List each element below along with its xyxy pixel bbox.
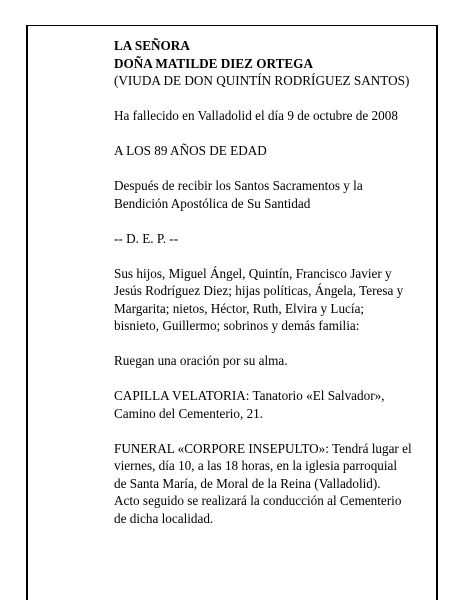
rip-text: -- D. E. P. -- (114, 230, 179, 246)
funeral-line: Acto seguido se realizará la conducción al Cementerio (114, 493, 402, 508)
family-paragraph (114, 265, 434, 335)
title-honorific: LA SEÑORA (114, 38, 190, 53)
frame-top-border (26, 25, 438, 26)
family-line: bisnieto, Guillermo; sobrinos y demás familia: (114, 318, 360, 333)
family-line: Sus hijos, Miguel Ángel, Quintín, Francisco Javier y (114, 265, 392, 281)
prayer-paragraph (114, 352, 434, 370)
frame-right-border (436, 25, 438, 600)
chapel-line: Camino del Cementerio, 21. (114, 405, 264, 421)
chapel-paragraph (114, 387, 434, 422)
sacraments-line: Bendición Apostólica de Su Santidad (114, 195, 311, 211)
notice-header (114, 37, 434, 90)
chapel-line: CAPILLA VELATORIA: Tanatorio «El Salvador», (114, 388, 385, 403)
sacraments-paragraph (114, 177, 434, 212)
funeral-line: viernes, día 10, a las 18 horas, en la iglesia parroquial (114, 458, 398, 473)
death-statement: Ha fallecido en Valladolid el día 9 de octubre de 2008 (114, 108, 398, 123)
funeral-line: de dicha localidad. (114, 510, 214, 526)
prayer-request: Ruegan una oración por su alma. (114, 353, 288, 368)
rip-paragraph (114, 230, 434, 248)
death-paragraph (114, 107, 434, 125)
sacraments-line: Después de recibir los Santos Sacramentos y la (114, 178, 363, 193)
family-line: Margarita; nietos, Héctor, Ruth, Elvira y Lucía; (114, 300, 365, 316)
age-paragraph (114, 142, 434, 160)
frame-left-border (26, 25, 28, 600)
age-statement: A LOS 89 AÑOS DE EDAD (114, 143, 267, 158)
widow-of-line: (VIUDA DE DON QUINTÍN RODRÍGUEZ SANTOS) (114, 73, 410, 88)
family-line: Jesús Rodríguez Diez; hijas políticas, Ángela, Teresa y (114, 283, 404, 298)
obituary-notice (114, 37, 434, 527)
funeral-paragraph (114, 440, 434, 528)
deceased-name: DOÑA MATILDE DIEZ ORTEGA (114, 55, 313, 71)
funeral-line: FUNERAL «CORPORE INSEPULTO»: Tendrá lugar el (114, 440, 412, 456)
funeral-line: de Santa María, de Moral de la Reina (Valladolid). (114, 475, 381, 491)
